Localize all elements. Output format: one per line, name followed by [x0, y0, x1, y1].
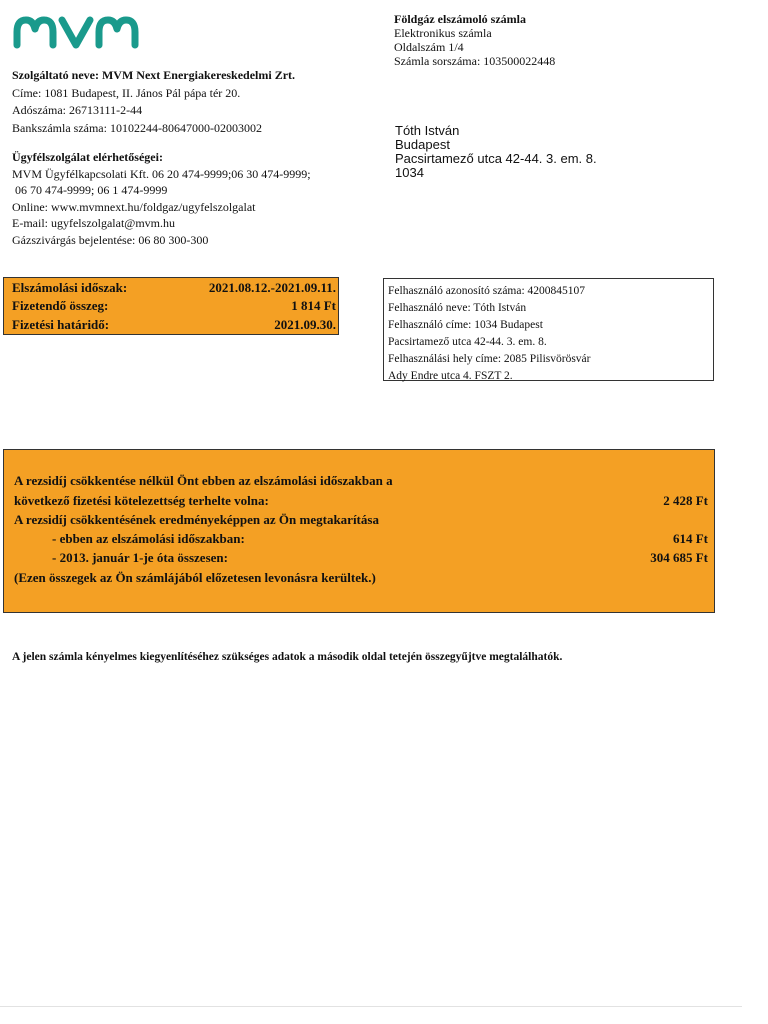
recipient-zip: 1034: [395, 165, 424, 180]
invoice-number: Számla sorszáma: 103500022448: [394, 54, 556, 68]
customer-service-phones: MVM Ügyfélkapcsolati Kft. 06 20 474-9999;06 30 474-9999;: [12, 166, 311, 181]
consumption-site-2: Ady Endre utca 4. FSZT 2.: [388, 370, 513, 382]
rezsi-text-1: A rezsidíj csökkentése nélkül Önt ebben az elszámolási időszakban a: [14, 473, 393, 488]
user-name: Felhasználó neve: Tóth István: [388, 302, 527, 314]
rezsi-savings-total: 304 685 Ft: [650, 550, 708, 565]
amount-due-row: [12, 298, 336, 314]
rezsi-text-4: - ebben az elszámolási időszakban:: [52, 531, 245, 546]
rezsi-line-3: [14, 512, 708, 528]
provider-address: Címe: 1081 Budapest, II. János Pál pápa tér 20.: [12, 85, 241, 100]
invoice-type: Elektronikus számla: [394, 26, 492, 40]
customer-service-title: Ügyfélszolgálat elérhetőségei:: [12, 150, 163, 164]
customer-service-email: E-mail: ugyfelszolgalat@mvm.hu: [12, 216, 176, 230]
rezsi-line-6: [14, 570, 708, 586]
rezsi-text-6: (Ezen összegek az Ön számlájából előzetesen levonásra kerültek.): [14, 570, 376, 585]
rezsi-line-2: [14, 493, 708, 509]
page-bottom-divider: [0, 1006, 742, 1007]
rezsi-text-2: következő fizetési kötelezettség terhelte volna:: [14, 493, 269, 508]
provider-tax-number: Adószáma: 26713111-2-44: [12, 103, 143, 117]
customer-service-info: [12, 149, 311, 248]
due-date-label: Fizetési határidő:: [12, 317, 110, 332]
provider-info: [12, 67, 295, 137]
invoice-title: Földgáz elszámoló számla: [394, 12, 526, 26]
rezsi-savings-box: [3, 449, 715, 613]
due-date-value: 2021.09.30.: [274, 317, 336, 332]
provider-bank-account: Bankszámla száma: 10102244-80647000-02003002: [12, 120, 262, 135]
payment-note: A jelen számla kényelmes kiegyenlítéséhez szükséges adatok a második oldal tetején összegyűjtve megtalálhatók.: [12, 651, 563, 663]
amount-due-label: Fizetendő összeg:: [12, 298, 109, 313]
user-id: Felhasználó azonosító száma: 4200845107: [388, 285, 586, 297]
user-address-2: Pacsirtamező utca 42-44. 3. em. 8.: [388, 336, 547, 348]
rezsi-line-5: [14, 550, 708, 566]
consumption-site: Felhasználási hely címe: 2085 Pilisvörösvár: [388, 353, 591, 365]
due-date-row: [12, 317, 336, 333]
rezsi-line-1: [14, 473, 708, 489]
invoice-header: [394, 12, 555, 68]
amount-due-value: 1 814 Ft: [291, 298, 336, 313]
rezsi-text-5: - 2013. január 1-je óta összesen:: [52, 550, 228, 565]
page-number: Oldalszám 1/4: [394, 40, 464, 54]
rezsi-savings-period: 614 Ft: [672, 531, 708, 546]
billing-period-value: 2021.08.12.-2021.09.11.: [208, 280, 336, 295]
rezsi-value-without-reduction: 2 428 Ft: [663, 493, 708, 508]
recipient-street: Pacsirtamező utca 42-44. 3. em. 8.: [395, 151, 597, 166]
provider-name: Szolgáltató neve: MVM Next Energiakereskedelmi Zrt.: [12, 68, 296, 82]
rezsi-line-4: [14, 531, 708, 547]
billing-period-row: [12, 280, 336, 296]
billing-period-label: Elszámolási időszak:: [12, 280, 128, 295]
recipient-city: Budapest: [395, 137, 450, 152]
user-info-box: [383, 278, 714, 381]
recipient-name: Tóth István: [395, 123, 460, 138]
recipient-address: [395, 124, 597, 180]
user-address: Felhasználó címe: 1034 Budapest: [388, 319, 543, 331]
rezsi-text-3: A rezsidíj csökkentésének eredményeképpen az Ön megtakarítása: [14, 512, 379, 527]
gas-leak-report: Gázszivárgás bejelentése: 06 80 300-300: [12, 232, 209, 247]
mvm-logo: [12, 14, 140, 50]
payment-summary-box: [3, 277, 339, 335]
customer-service-online: Online: www.mvmnext.hu/foldgaz/ugyfelszolgalat: [12, 199, 256, 214]
customer-service-phones-2: 06 70 474-9999; 06 1 474-9999: [12, 183, 168, 197]
